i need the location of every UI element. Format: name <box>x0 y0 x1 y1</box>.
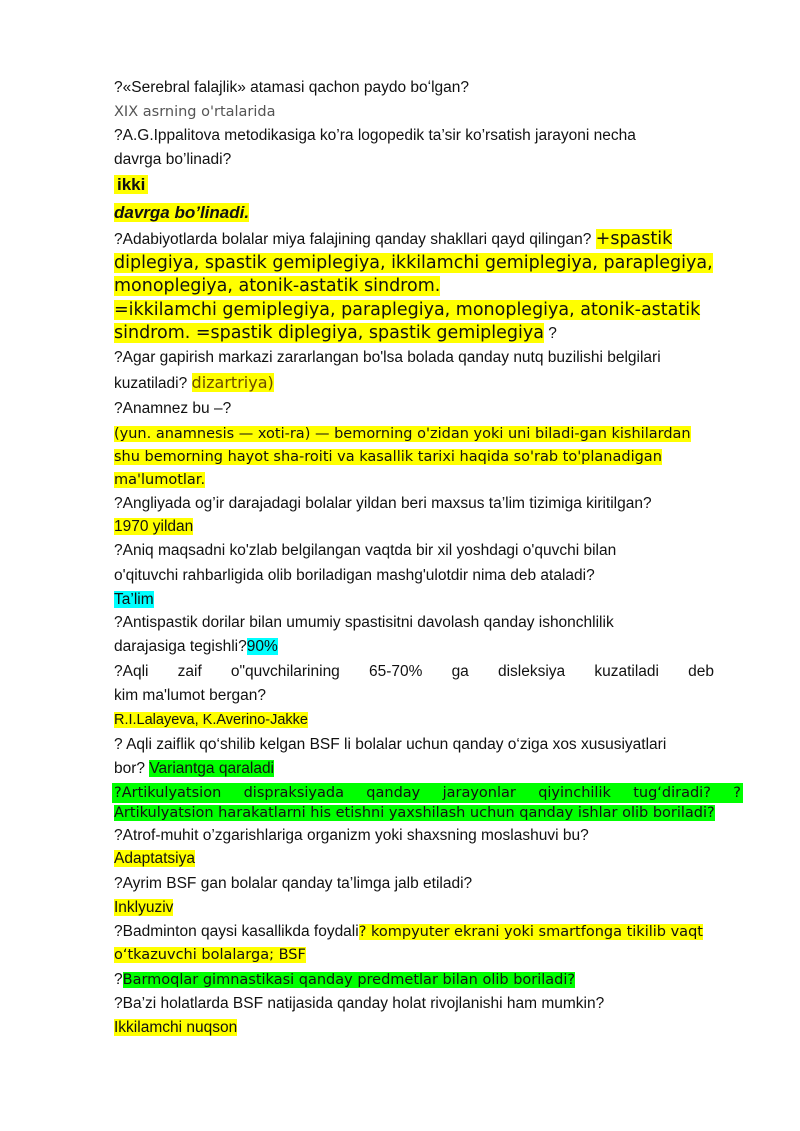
answer-highlight: dizartriya) <box>191 373 274 392</box>
answer-line <box>114 424 691 444</box>
answer-highlight: Ta’lim <box>114 591 154 608</box>
answer-highlight: R.I.Lalayeva, K.Averino-Jakke <box>114 712 308 728</box>
word: ? <box>733 785 741 801</box>
answer-highlight: Ikkilamchi nuqson <box>114 1019 238 1036</box>
answer-line <box>114 252 713 275</box>
question-line <box>114 228 672 251</box>
answer-line <box>114 447 662 467</box>
answer-line <box>114 710 308 730</box>
answer-line <box>114 299 700 322</box>
question-text: darajasiga tegishli? <box>114 638 247 655</box>
answer-highlight: o‘tkazuvchi bolalarga; BSF <box>114 947 306 963</box>
question-line: ?Atrof-muhit o’zgarishlariga organizm yoki shaxsning moslashuvi bu? <box>114 827 589 844</box>
question-line <box>114 662 714 682</box>
word: ?Aqli <box>114 663 149 680</box>
question-line: ?Agar gapirish markazi zararlangan bo'lsa bolada qanday nutq buzilishi belgilari <box>114 349 661 366</box>
answer-line <box>114 849 195 869</box>
answer-highlight: =ikkilamchi gemiplegiya, paraplegiya, monoplegiya, atonik-astatik <box>114 300 701 320</box>
word: disleksiya <box>497 663 566 680</box>
word: tug‘diradi? <box>633 785 711 801</box>
word: qanday <box>366 785 421 801</box>
question-line: davrga bo’linadi? <box>114 151 232 168</box>
question-line: ?Angliyada og’ir darajadagi bolalar yildan beri maxsus ta’lim tizimiga kiritilgan? <box>114 495 652 512</box>
answer-highlight: (yun. anamnesis — xoti-ra) — bemorning o'zidan yoki uni biladi-gan kishilardan <box>114 426 691 442</box>
question-text: ?Adabiyotlarda bolalar miya falajining qanday shakllari qayd qilingan? <box>114 231 596 248</box>
answer-highlight: shu bemorning hayot sha-roiti va kasallik tarixi haqida so'rab to'planadigan <box>114 449 662 465</box>
answer-line <box>114 590 154 610</box>
question-line <box>114 922 703 942</box>
answer-highlight: sindrom. =spastik diplegiya, spastik gemiplegiya <box>114 323 544 343</box>
question-mark: ? <box>543 325 557 342</box>
question-line: ?Ba’zi holatlarda BSF natijasida qanday holat rivojlanishi ham mumkin? <box>114 995 605 1012</box>
answer-line <box>114 175 148 196</box>
word: dispraksiyada <box>243 785 344 801</box>
answer-highlight: ikki <box>114 175 148 194</box>
word: o"quvchilarining <box>230 663 340 680</box>
question-line: o'qituvchi rahbarligida olib boriladigan mashg'ulotdir nima deb ataladi? <box>114 567 595 584</box>
word: 65-70% <box>368 663 423 680</box>
question-line: ?A.G.Ippalitova metodikasiga ko’ra logopedik ta’sir ko’rsatish jarayoni necha <box>114 127 636 144</box>
answer-highlight: Variantga qaraladi <box>149 760 275 777</box>
question-line: ?Ayrim BSF gan bolalar qanday ta’limga jalb etiladi? <box>114 875 473 892</box>
answer-line <box>114 203 249 224</box>
answer-line <box>114 322 557 345</box>
answer-line: XIX asrning o'rtalarida <box>114 104 276 120</box>
question-line <box>114 970 575 990</box>
question-text: ?Badminton qaysi kasallikda foydali <box>114 923 359 940</box>
question-line: kim ma'lumot bergan? <box>114 687 266 704</box>
question-line: ?Aniq maqsadni ko'zlab belgilangan vaqtda bir xil yoshdagi o'quvchi bilan <box>114 542 617 559</box>
answer-highlight: ? kompyuter ekrani yoki smartfonga tikilib vaqt <box>358 924 703 940</box>
answer-highlight: monoplegiya, atonik-astatik sindrom. <box>114 276 441 296</box>
word: ?Artikulyatsion <box>114 785 222 801</box>
answer-highlight: Inklyuziv <box>114 899 174 916</box>
question-line: ?Anamnez bu –? <box>114 400 232 417</box>
highlighted-question-line <box>114 803 715 823</box>
answer-line <box>114 275 440 298</box>
word: jarayonlar <box>442 785 516 801</box>
question-mark: ? <box>114 971 123 988</box>
question-line <box>114 759 274 779</box>
answer-highlight: 90% <box>246 638 278 655</box>
question-text: bor? <box>114 760 150 777</box>
answer-highlight: 1970 yildan <box>114 518 194 535</box>
question-line <box>114 373 274 394</box>
answer-line <box>114 517 193 537</box>
question-line <box>114 637 278 657</box>
word: zaif <box>177 663 202 680</box>
answer-line <box>114 898 173 918</box>
highlighted-question-line <box>112 783 743 803</box>
question-line: ?Antispastik dorilar bilan umumiy spastisitni davolash qanday ishonchlilik <box>114 614 614 631</box>
word: ga <box>451 663 469 680</box>
answer-highlight: Barmoqlar gimnastikasi qanday predmetlar bilan olib boriladi? <box>122 972 576 988</box>
answer-highlight: diplegiya, spastik gemiplegiya, ikkilamchi gemiplegiya, paraplegiya, <box>114 253 713 273</box>
answer-highlight: Artikulyatsion harakatlarni his etishni yaxshilash uchun qanday ishlar olib boriladi? <box>114 805 715 821</box>
answer-line <box>114 945 306 965</box>
question-text: kuzatiladi? <box>114 375 192 392</box>
answer-highlight: ma'lumotlar. <box>114 472 206 488</box>
word: kuzatiladi <box>594 663 659 680</box>
word: qiyinchilik <box>538 785 611 801</box>
question-line: ?«Serebral falajlik» atamasi qachon paydo boʻlgan? <box>114 79 470 96</box>
answer-highlight: Adaptatsiya <box>114 850 195 867</box>
answer-highlight: davrga bo’linadi. <box>114 203 250 222</box>
answer-highlight: +spastik <box>595 229 673 249</box>
word: deb <box>688 663 714 680</box>
answer-line <box>114 1018 237 1038</box>
question-line: ? Aqli zaiflik qo‘shilib kelgan BSF li bolalar uchun qanday o‘ziga xos xususiyatlari <box>114 736 667 753</box>
answer-line <box>114 470 205 490</box>
